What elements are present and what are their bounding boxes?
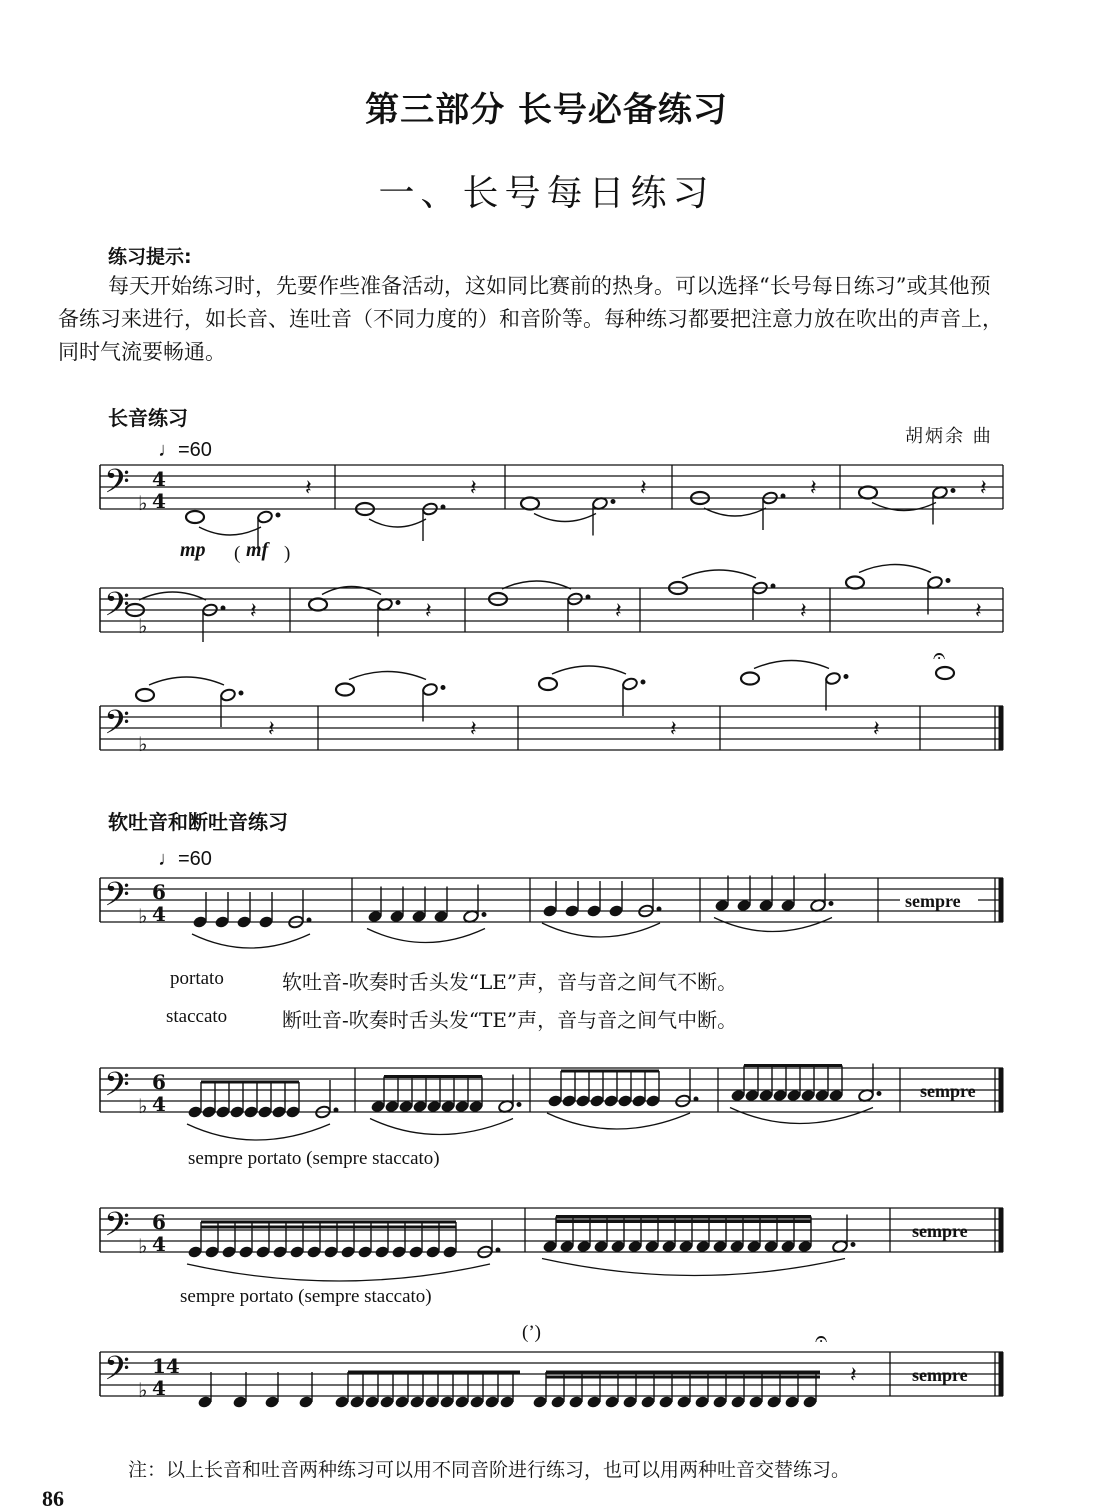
quarter-note (341, 1246, 355, 1259)
dynamic-mp: mp (180, 539, 206, 561)
whole-note (859, 487, 877, 499)
quarter-note (604, 1095, 618, 1108)
quarter-note (188, 1106, 202, 1119)
flat-icon: ♭ (138, 1234, 148, 1259)
whole-note (521, 498, 539, 510)
quarter-note (434, 910, 448, 923)
dot (441, 686, 445, 690)
quarter-note (609, 905, 623, 918)
quarter-note (265, 1396, 279, 1409)
slur (730, 1108, 873, 1124)
quarter-note (198, 1396, 212, 1409)
quarter-note (731, 1089, 745, 1102)
quarter-note (412, 910, 426, 923)
dot (844, 675, 848, 679)
quarter-note (193, 916, 207, 929)
quarter-note (426, 1246, 440, 1259)
dot (239, 691, 243, 695)
quarter-note (594, 1240, 608, 1253)
quarter-note (548, 1095, 562, 1108)
quarter-note (569, 1396, 583, 1409)
quarter-rest-icon: 𝄽 (640, 476, 647, 501)
time-signature-bottom: 4 (152, 901, 166, 926)
bass-clef-icon: 𝄢 (104, 876, 130, 923)
time-signature-top: 4 (152, 466, 166, 491)
time-signature-top: 6 (152, 1069, 166, 1094)
quarter-note (551, 1396, 565, 1409)
quarter-rest-icon: 𝄽 (810, 476, 817, 501)
quarter-note (829, 1089, 843, 1102)
dot (221, 606, 225, 610)
quarter-note (443, 1246, 457, 1259)
quarter-note (425, 1396, 439, 1409)
tie (754, 661, 829, 669)
quarter-note (801, 1089, 815, 1102)
time-signature-top: 14 (152, 1353, 180, 1378)
hint-heading: 练习提示: (108, 246, 192, 268)
dot (657, 907, 661, 911)
composer-credit: 胡炳余 曲 (905, 426, 993, 447)
quarter-note (560, 1240, 574, 1253)
tongue-tempo: ♩=60 (158, 848, 212, 870)
quarter-note (230, 1106, 244, 1119)
quarter-note (659, 1396, 673, 1409)
dynamic-mf: mf (246, 539, 269, 561)
flat-icon: ♭ (138, 732, 148, 757)
quarter-note (440, 1396, 454, 1409)
quarter-rest-icon: 𝄽 (425, 599, 432, 624)
tongue-title: 软吐音和断吐音练习 (108, 810, 288, 834)
quarter-note (335, 1396, 349, 1409)
flat-icon: ♭ (138, 491, 148, 516)
quarter-note (215, 916, 229, 929)
page-number: 86 (42, 1486, 64, 1511)
quarter-note (202, 1106, 216, 1119)
quarter-note (587, 1396, 601, 1409)
quarter-note (803, 1396, 817, 1409)
quarter-note (299, 1396, 313, 1409)
time-signature-bottom: 4 (152, 1091, 166, 1116)
quarter-note (605, 1396, 619, 1409)
quarter-note (307, 1246, 321, 1259)
dot (307, 918, 311, 922)
quarter-rest-icon: 𝄽 (470, 476, 477, 501)
quarter-note (787, 1089, 801, 1102)
quarter-note (371, 1100, 385, 1113)
breath-mark: (’) (522, 1322, 541, 1343)
quarter-rest-icon: 𝄽 (470, 717, 477, 742)
dot (694, 1097, 698, 1101)
chapter-title: 一、长号每日练习 (378, 173, 715, 214)
quarter-note (713, 1240, 727, 1253)
quarter-note (469, 1100, 483, 1113)
whole-note (309, 599, 327, 611)
staccato-term: staccato (166, 1006, 228, 1027)
slur (547, 1113, 690, 1129)
quarter-rest-icon: 𝄽 (980, 476, 987, 501)
quarter-rest-icon: 𝄽 (975, 599, 982, 624)
quarter-note (324, 1246, 338, 1259)
slur (192, 934, 310, 948)
quarter-note (646, 1095, 660, 1108)
flat-icon: ♭ (138, 1378, 148, 1403)
dot (482, 913, 486, 917)
quarter-note (759, 1089, 773, 1102)
slur (542, 923, 660, 937)
quarter-note (618, 1095, 632, 1108)
quarter-rest-icon: 𝄽 (850, 1363, 857, 1388)
quarter-note (543, 905, 557, 918)
dot (641, 680, 645, 684)
quarter-note (409, 1246, 423, 1259)
quarter-note (390, 910, 404, 923)
whole-note (186, 511, 204, 523)
quarter-note (385, 1100, 399, 1113)
dynamic-paren-open: ( (234, 543, 241, 564)
quarter-note (259, 916, 273, 929)
dot (829, 902, 833, 906)
part-title: 第三部分 长号必备练习 (365, 90, 728, 130)
dot (396, 601, 400, 605)
quarter-note (222, 1246, 236, 1259)
footnote: 注：以上长音和吐音两种练习可以用不同音阶进行练习，也可以用两种吐音交替练习。 (128, 1459, 851, 1481)
long-tone-title: 长音练习 (108, 406, 188, 430)
quarter-note (500, 1396, 514, 1409)
sempre-mark: sempre (912, 1365, 968, 1385)
dynamic-paren-close: ) (284, 543, 291, 564)
flat-icon: ♭ (138, 614, 148, 639)
fermata-icon: 𝄐 (815, 1327, 828, 1352)
quarter-note (677, 1396, 691, 1409)
whole-note (846, 577, 864, 589)
quarter-note (767, 1396, 781, 1409)
quarter-rest-icon: 𝄽 (305, 476, 312, 501)
tie (369, 519, 426, 527)
slur (187, 1124, 330, 1140)
quarter-note (749, 1396, 763, 1409)
quarter-note (562, 1095, 576, 1108)
staccato-desc: 断吐音-吹奏时舌头发“TE”声，音与音之间气中断。 (282, 1008, 738, 1032)
quarter-note (427, 1100, 441, 1113)
bass-clef-icon: 𝄢 (104, 1066, 130, 1113)
half-note (622, 677, 639, 691)
quarter-note (258, 1106, 272, 1119)
quarter-note (237, 916, 251, 929)
dot (781, 494, 785, 498)
quarter-note (272, 1106, 286, 1119)
tie (552, 666, 626, 674)
half-note (422, 682, 439, 696)
quarter-note (628, 1240, 642, 1253)
half-note (257, 510, 274, 524)
quarter-note (781, 1240, 795, 1253)
quarter-note (798, 1240, 812, 1253)
quarter-note (730, 1240, 744, 1253)
dot (771, 584, 775, 588)
tie (859, 565, 931, 573)
quarter-note (623, 1396, 637, 1409)
quarter-note (455, 1396, 469, 1409)
quarter-note (543, 1240, 557, 1253)
quarter-note (375, 1246, 389, 1259)
quarter-note (745, 1089, 759, 1102)
quarter-note (239, 1246, 253, 1259)
time-signature-top: 6 (152, 1209, 166, 1234)
quarter-note (455, 1100, 469, 1113)
quarter-note (747, 1240, 761, 1253)
dot (496, 1248, 500, 1252)
long-tone-tempo: ♩=60 (158, 439, 212, 461)
dot (276, 513, 280, 517)
time-signature-bottom: 4 (152, 488, 166, 513)
quarter-note (273, 1246, 287, 1259)
portato-term: portato (170, 968, 224, 989)
quarter-note (632, 1095, 646, 1108)
half-note (220, 688, 237, 702)
quarter-note (380, 1396, 394, 1409)
quarter-note (713, 1396, 727, 1409)
dot (951, 489, 955, 493)
quarter-note (679, 1240, 693, 1253)
quarter-note (815, 1089, 829, 1102)
whole-note (539, 678, 557, 690)
bass-clef-icon: 𝄢 (104, 1350, 130, 1397)
sempre-caption-2: sempre portato (sempre staccato) (180, 1286, 432, 1307)
tie (534, 514, 596, 522)
time-signature-bottom: 4 (152, 1375, 166, 1400)
quarter-note (695, 1396, 709, 1409)
bass-clef-icon: 𝄢 (104, 586, 130, 633)
hint-body: 每天开始练习时，先要作些准备活动，这如同比赛前的热身。可以选择“长号每日练习”或其他预备练习来进行，如长音、连吐音（不同力度的）和音阶等。每种练习都要把注意力放在吹出的声音上，同时气流要畅通。 (58, 274, 1003, 364)
quarter-note (188, 1246, 202, 1259)
time-signature-bottom: 4 (152, 1231, 166, 1256)
slur (542, 1259, 845, 1276)
quarter-note (737, 899, 751, 912)
dot (851, 1243, 855, 1247)
slur (714, 918, 832, 932)
quarter-note (576, 1095, 590, 1108)
quarter-note (785, 1396, 799, 1409)
quarter-note (441, 1100, 455, 1113)
quarter-note (286, 1106, 300, 1119)
quarter-note (696, 1240, 710, 1253)
quarter-note (290, 1246, 304, 1259)
flat-icon: ♭ (138, 1094, 148, 1119)
quarter-note (645, 1240, 659, 1253)
flat-icon: ♭ (138, 904, 148, 929)
whole-note (336, 684, 354, 696)
quarter-note (764, 1240, 778, 1253)
bass-clef-icon: 𝄢 (104, 1206, 130, 1253)
dot (946, 579, 950, 583)
dot (334, 1108, 338, 1112)
dot (441, 505, 445, 509)
dot (611, 500, 615, 504)
quarter-note (256, 1246, 270, 1259)
quarter-note (399, 1100, 413, 1113)
dot (877, 1092, 881, 1096)
slur (187, 1264, 490, 1281)
quarter-note (662, 1240, 676, 1253)
quarter-note (358, 1246, 372, 1259)
sempre-caption-1: sempre portato (sempre staccato) (188, 1148, 440, 1169)
bass-clef-icon: 𝄢 (104, 463, 130, 510)
slur (367, 929, 485, 943)
quarter-note (577, 1240, 591, 1253)
dot (517, 1103, 521, 1107)
sempre-mark: sempre (912, 1221, 968, 1241)
quarter-rest-icon: 𝄽 (873, 717, 880, 742)
quarter-note (731, 1396, 745, 1409)
sempre-mark: sempre (920, 1081, 976, 1101)
quarter-note (392, 1246, 406, 1259)
quarter-note (410, 1396, 424, 1409)
bass-clef-icon: 𝄢 (104, 704, 130, 751)
quarter-note (759, 899, 773, 912)
portato-desc: 软吐音-吹奏时舌头发“LE”声，音与音之间气不断。 (282, 970, 738, 994)
quarter-note (587, 905, 601, 918)
quarter-note (590, 1095, 604, 1108)
quarter-rest-icon: 𝄽 (800, 599, 807, 624)
quarter-note (773, 1089, 787, 1102)
sempre-mark: sempre (905, 891, 961, 911)
quarter-rest-icon: 𝄽 (268, 717, 275, 742)
quarter-note (368, 910, 382, 923)
quarter-rest-icon: 𝄽 (250, 599, 257, 624)
quarter-note (715, 899, 729, 912)
quarter-note (470, 1396, 484, 1409)
fermata-icon: 𝄐 (933, 644, 946, 669)
tie (349, 672, 426, 680)
quarter-note (485, 1396, 499, 1409)
quarter-note (205, 1246, 219, 1259)
slur (370, 1119, 513, 1135)
quarter-note (781, 899, 795, 912)
quarter-note (395, 1396, 409, 1409)
quarter-note (611, 1240, 625, 1253)
quarter-note (365, 1396, 379, 1409)
quarter-note (350, 1396, 364, 1409)
quarter-note (641, 1396, 655, 1409)
tie (199, 527, 261, 535)
quarter-note (244, 1106, 258, 1119)
tie (149, 677, 224, 685)
whole-note (741, 673, 759, 685)
quarter-rest-icon: 𝄽 (615, 599, 622, 624)
quarter-note (565, 905, 579, 918)
tie (682, 570, 756, 578)
quarter-note (413, 1100, 427, 1113)
quarter-note (233, 1396, 247, 1409)
half-note (825, 671, 842, 685)
whole-note (136, 689, 154, 701)
quarter-note (533, 1396, 547, 1409)
quarter-note (216, 1106, 230, 1119)
dot (586, 595, 590, 599)
quarter-rest-icon: 𝄽 (670, 717, 677, 742)
time-signature-top: 6 (152, 879, 166, 904)
